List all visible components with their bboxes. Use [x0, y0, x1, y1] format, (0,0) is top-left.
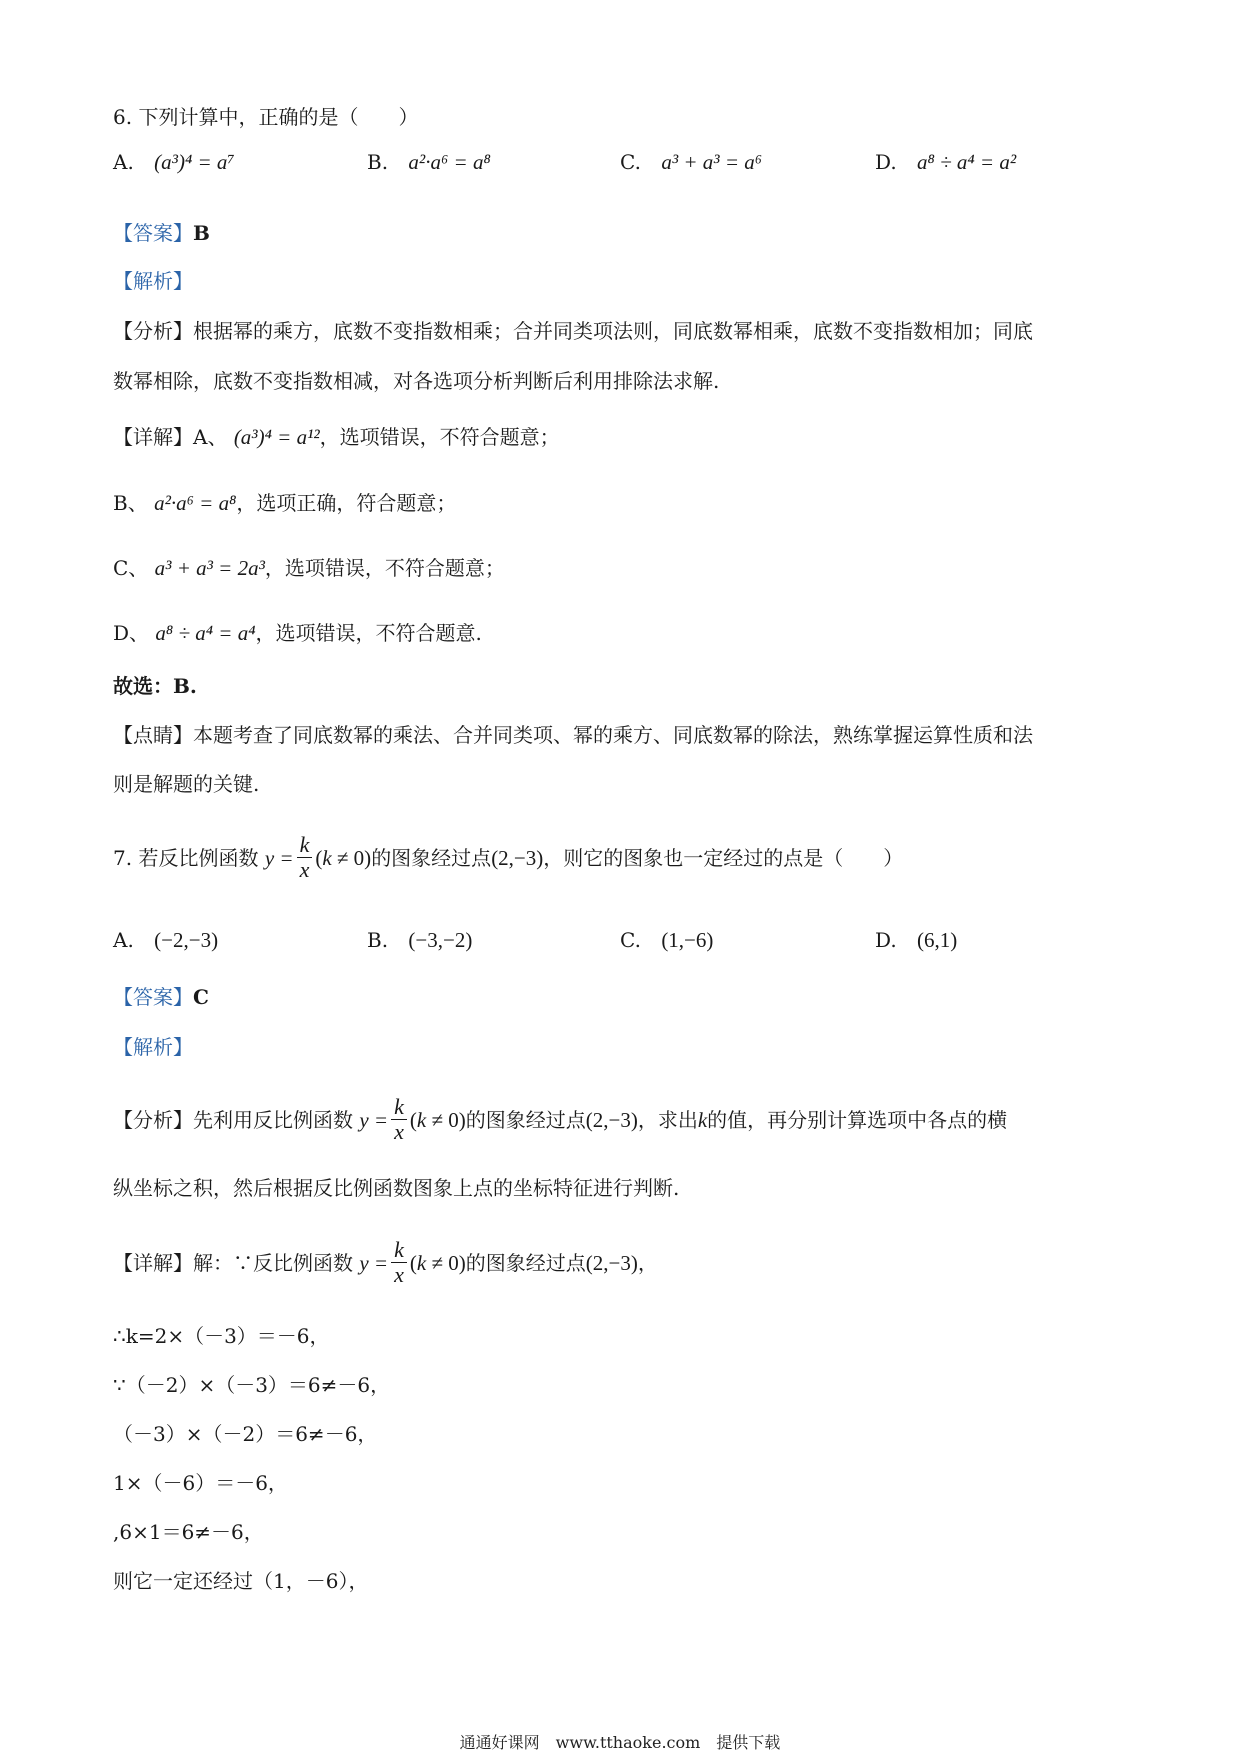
option-label: C.: [620, 928, 641, 952]
function-formula: y =: [264, 846, 294, 870]
q7-fenxi-line1: 【分析】先利用反比例函数 y = $\frac{k}{x}$ (k ≠ 0)的图象经过点(2,−3)，求出k的值，再分别计算选项中各点的横: [113, 1094, 1008, 1144]
fraction-k-over-x: $\frac{k}{x}$: [297, 833, 313, 882]
option-math: (−3,−2): [408, 928, 473, 952]
option-math: a³ + a³ = a⁶: [661, 150, 763, 174]
q6-detail-d: D、 a⁸ ÷ a⁴ = a⁴，选项错误，不符合题意.: [113, 621, 482, 645]
q7-option-c: [620, 928, 713, 953]
answer-value: C: [193, 985, 209, 1009]
detail-math: a³ + a³ = 2a³: [154, 556, 265, 580]
q7-xiangjie: 【详解】解：∵反比例函数 y = $\frac{k}{x}$ (k ≠ 0)的图象经过点(2,−3)，: [113, 1237, 658, 1287]
fraction-k-over-x: $\frac{k}{x}$: [391, 1095, 407, 1144]
option-label: A.: [113, 150, 134, 174]
q6-option-b: [367, 150, 491, 175]
q6-fenxi-line1: 【分析】根据幂的乘方，底数不变指数相乘；合并同类项法则，同底数幂相乘，底数不变指数相加；同底: [113, 319, 1033, 343]
q6-option-a: [113, 150, 235, 175]
option-math: a²·a⁶ = a⁸: [408, 150, 491, 174]
q6-answer: [113, 220, 210, 246]
answer-tag: 【答案】: [113, 985, 193, 1009]
option-math: (−2,−3): [154, 928, 219, 952]
q6-detail-b: B、 a²·a⁶ = a⁸，选项正确，符合题意；: [113, 491, 457, 515]
option-label: B.: [367, 928, 389, 952]
q6-stem: 6. 下列计算中，正确的是（ ）: [113, 105, 419, 129]
answer-tag: 【答案】: [113, 221, 193, 245]
q7-analysis-tag: 【解析】: [113, 1035, 193, 1059]
q7-option-d: [875, 928, 957, 953]
option-label: C.: [620, 150, 641, 174]
q7-fenxi-line2: 纵坐标之积，然后根据反比例函数图象上点的坐标特征进行判断.: [113, 1176, 680, 1200]
q7-answer: [113, 984, 209, 1010]
detail-math: a²·a⁶ = a⁸: [154, 491, 237, 515]
q7-stem: 7. 若反比例函数 y = $\frac{k}{x}$ (k ≠ 0)的图象经过点(2,−3)，则它的图象也一定经过的点是（ ）: [113, 832, 904, 882]
q6-dianjing-line2: 则是解题的关键.: [113, 772, 260, 796]
q7-step: ,6×1＝6≠－6，: [113, 1520, 264, 1544]
detail-math: a⁸ ÷ a⁴ = a⁴: [155, 621, 256, 645]
q6-option-c: [620, 150, 762, 175]
option-math: (1,−6): [661, 928, 714, 952]
option-math: (6,1): [917, 928, 958, 952]
q6-fenxi-line2: 数幂相除，底数不变指数相减，对各选项分析判断后利用排除法求解.: [113, 369, 720, 393]
fenxi-tag: 【分析】: [113, 1108, 193, 1132]
fenxi-tag: 【分析】: [113, 319, 193, 343]
q6-detail-c: C、 a³ + a³ = 2a³，选项错误，不符合题意；: [113, 556, 505, 580]
q7-step: ∴k=2×（－3）＝－6，: [113, 1324, 330, 1348]
footer-credit: 通通好课网 www.tthaoke.com 提供下载: [459, 1733, 781, 1752]
q7-step: 1×（－6）＝－6，: [113, 1471, 288, 1495]
q7-option-a: [113, 928, 218, 953]
point-coords: (2,−3): [491, 846, 544, 870]
option-label: D.: [875, 928, 897, 952]
answer-value: B: [193, 221, 210, 245]
xiangjie-tag: 【详解】: [113, 1251, 193, 1275]
detail-math: (a³)⁴ = a¹²: [233, 425, 320, 449]
q6-dianjing-line1: 【点睛】本题考查了同底数幂的乘法、合并同类项、幂的乘方、同底数幂的除法，熟练掌握运算性质和法: [113, 723, 1033, 747]
q7-step: ∵（－2）×（－3）＝6≠－6，: [113, 1373, 391, 1397]
xiangjie-tag: 【详解】: [113, 425, 193, 449]
q6-option-d: [875, 150, 1016, 175]
option-label: D.: [875, 150, 897, 174]
q7-step: （－3）×（－2）＝6≠－6，: [113, 1422, 378, 1446]
q7-option-b: [367, 928, 472, 953]
option-math: a⁸ ÷ a⁴ = a²: [917, 150, 1017, 174]
q6-detail-a: 【详解】A、 (a³)⁴ = a¹²，选项错误，不符合题意；: [113, 425, 560, 449]
option-label: A.: [113, 928, 134, 952]
option-label: B.: [367, 150, 389, 174]
q6-analysis-tag: 【解析】: [113, 269, 193, 293]
dianjing-tag: 【点睛】: [113, 723, 193, 747]
option-math: (a³)⁴ = a⁷: [154, 150, 235, 174]
q7-step: 则它一定还经过（1，－6），: [113, 1569, 369, 1593]
q6-conclusion: 故选：B.: [113, 674, 197, 698]
fraction-k-over-x: $\frac{k}{x}$: [391, 1238, 407, 1287]
